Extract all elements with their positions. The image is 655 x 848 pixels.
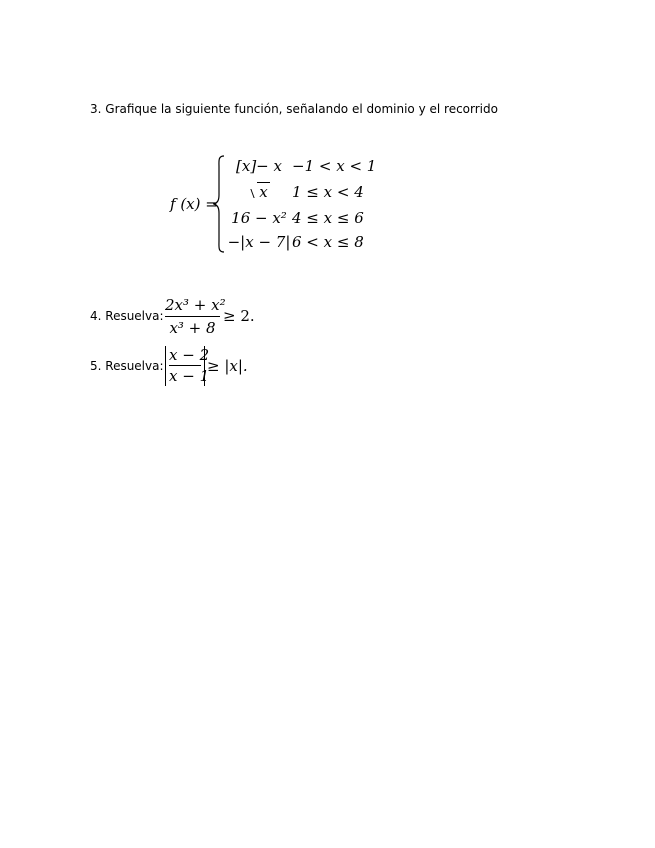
fraction-denominator: x³ + 8 [169, 319, 216, 337]
question-5-fraction [169, 346, 210, 385]
question-4-label: 4. Resuelva: [90, 309, 164, 323]
function-lhs: f (x) = [170, 195, 218, 213]
case-expr-2-text: x [259, 183, 268, 201]
case-cond-3: 4 ≤ x ≤ 6 [292, 209, 364, 227]
absolute-value-bars [165, 346, 210, 386]
piecewise-function [170, 155, 377, 255]
left-brace-icon [213, 155, 225, 253]
fraction-denominator: x − 1 [169, 367, 210, 385]
case-expr-4: −|x − 7| [227, 233, 291, 251]
square-root-icon [248, 183, 269, 201]
case-cond-2: 1 ≤ x < 4 [292, 183, 364, 201]
case-cond-4: 6 < x ≤ 8 [292, 233, 364, 251]
question-3-text: 3. Grafique la siguiente función, señalando el dominio y el recorrido [90, 102, 498, 116]
case-cond-1: −1 < x < 1 [292, 157, 377, 175]
question-4-relation: ≥ 2. [223, 307, 255, 325]
case-expr-3: 16 − x² [231, 209, 287, 227]
case-expr-2 [227, 183, 291, 201]
fraction-numerator: 2x³ + x² [165, 296, 220, 317]
fraction-numerator: x − 2 [169, 346, 210, 364]
question-4-fraction [165, 296, 226, 337]
question-5-label: 5. Resuelva: [90, 359, 164, 373]
case-expr-1: [x]− x [236, 157, 282, 175]
question-5-relation: ≥ |x|. [207, 357, 248, 375]
